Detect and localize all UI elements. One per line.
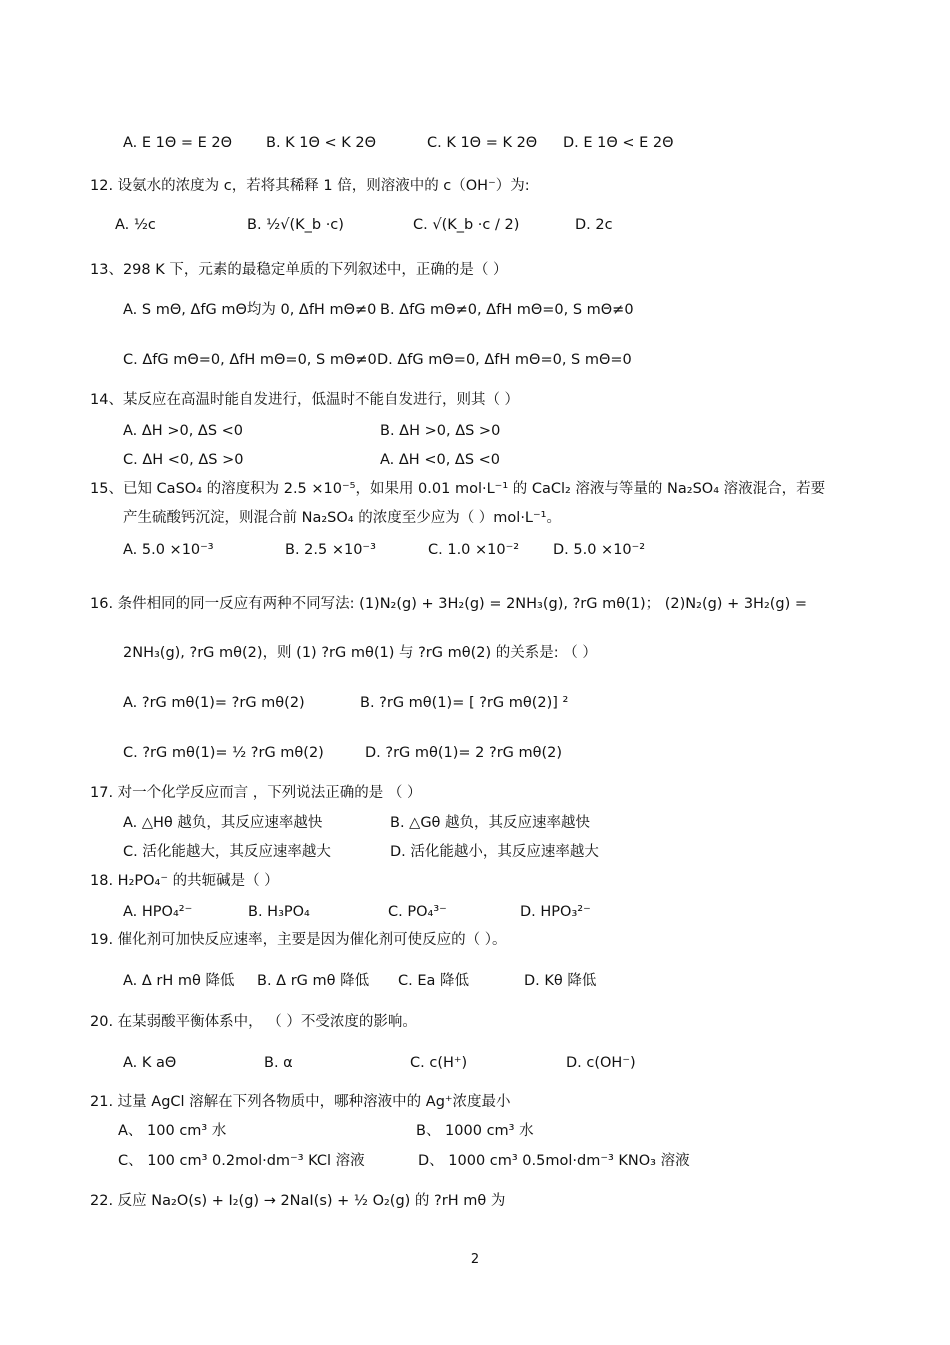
q22-stem: 22. 反应 Na₂O(s) + I₂(g) → 2NaI(s) + ½ O₂(g) 的 ?rH mθ 为 <box>90 1193 506 1209</box>
page-number: 2 <box>470 1252 480 1267</box>
q15-option-a: A. 5.0 ×10⁻³ <box>123 542 214 558</box>
q12-option-a: A. ½c <box>115 217 156 233</box>
q19-option-d: D. Kθ 降低 <box>524 973 597 989</box>
q17-option-b: B. △Gθ 越负，其反应速率越快 <box>390 815 591 831</box>
q13-stem: 13、298 K 下，元素的最稳定单质的下列叙述中，正确的是（ ） <box>90 262 508 278</box>
q11-option-a: A. E 1Θ = E 2Θ <box>123 135 233 151</box>
q16-option-a: A. ?rG mθ(1)= ?rG mθ(2) <box>123 695 305 711</box>
q20-stem: 20. 在某弱酸平衡体系中， （ ）不受浓度的影响。 <box>90 1014 417 1030</box>
q19-option-b: B. Δ rG mθ 降低 <box>257 973 370 989</box>
q11-option-b: B. K 1Θ < K 2Θ <box>266 135 377 151</box>
q17-stem: 17. 对一个化学反应而言 ，下列说法正确的是 （ ） <box>90 785 422 801</box>
q14-option-b: B. ΔH >0, ΔS >0 <box>380 423 501 439</box>
q18-option-d: D. HPO₃²⁻ <box>520 904 591 920</box>
q14-option-d: A. ΔH <0, ΔS <0 <box>380 452 501 468</box>
q19-option-a: A. Δ rH mθ 降低 <box>123 973 235 989</box>
q14-stem: 14、某反应在高温时能自发进行，低温时不能自发进行，则其（ ） <box>90 392 520 408</box>
q11-option-c: C. K 1Θ = K 2Θ <box>427 135 538 151</box>
q12-option-c: C. √(K_b ·c / 2) <box>413 217 520 233</box>
q16-stem-line-2: 2NH₃(g), ?rG mθ(2)，则 (1) ?rG mθ(1) 与 ?rG mθ(2) 的关系是: （ ） <box>123 645 597 661</box>
q21-option-d: D、 1000 cm³ 0.5mol·dm⁻³ KNO₃ 溶液 <box>418 1153 690 1169</box>
q19-option-c: C. Ea 降低 <box>398 973 469 989</box>
q21-option-a: A、 100 cm³ 水 <box>118 1123 227 1139</box>
q17-option-a: A. △Hθ 越负，其反应速率越快 <box>123 815 323 831</box>
q12-option-b: B. ½√(K_b ·c) <box>247 217 344 233</box>
q21-option-c: C、 100 cm³ 0.2mol·dm⁻³ KCl 溶液 <box>118 1153 365 1169</box>
q19-stem: 19. 催化剂可加快反应速率，主要是因为催化剂可使反应的（ ）。 <box>90 932 507 948</box>
q13-option-a: A. S mΘ, ΔfG mΘ均为 0, ΔfH mΘ≠0 <box>123 302 377 318</box>
q15-option-d: D. 5.0 ×10⁻² <box>553 542 646 558</box>
q18-option-c: C. PO₄³⁻ <box>388 904 447 920</box>
q20-option-c: C. c(H⁺) <box>410 1055 468 1071</box>
q20-option-d: D. c(OH⁻) <box>566 1055 636 1071</box>
q16-option-d: D. ?rG mθ(1)= 2 ?rG mθ(2) <box>365 745 563 761</box>
q21-stem: 21. 过量 AgCl 溶解在下列各物质中，哪种溶液中的 Ag⁺浓度最小 <box>90 1094 511 1110</box>
q16-option-b: B. ?rG mθ(1)= [ ?rG mθ(2)] ² <box>360 695 569 711</box>
q15-option-b: B. 2.5 ×10⁻³ <box>285 542 376 558</box>
q21-option-b: B、 1000 cm³ 水 <box>416 1123 534 1139</box>
q12-stem: 12. 设氨水的浓度为 c，若将其稀释 1 倍，则溶液中的 c（OH⁻）为: <box>90 178 530 194</box>
q14-option-a: A. ΔH >0, ΔS <0 <box>123 423 244 439</box>
q13-option-c: C. ΔfG mΘ=0, ΔfH mΘ=0, S mΘ≠0 <box>123 352 377 368</box>
q13-option-d: D. ΔfG mΘ=0, ΔfH mΘ=0, S mΘ=0 <box>377 352 632 368</box>
q20-option-b: B. α <box>264 1055 293 1071</box>
q17-option-c: C. 活化能越大，其反应速率越大 <box>123 844 331 860</box>
q13-option-b: B. ΔfG mΘ≠0, ΔfH mΘ=0, S mΘ≠0 <box>380 302 634 318</box>
q14-option-c: C. ΔH <0, ΔS >0 <box>123 452 244 468</box>
q20-option-a: A. K aΘ <box>123 1055 177 1071</box>
q16-stem-line-1: 16. 条件相同的同一反应有两种不同写法: (1)N₂(g) + 3H₂(g) = 2NH₃(g), ?rG mθ(1)； (2)N₂(g) + 3H₂(g) = <box>90 596 808 612</box>
q11-option-d: D. E 1Θ < E 2Θ <box>563 135 674 151</box>
q18-stem: 18. H₂PO₄⁻ 的共轭碱是（ ） <box>90 873 279 889</box>
q15-stem-line-1: 15、已知 CaSO₄ 的溶度积为 2.5 ×10⁻⁵，如果用 0.01 mol·L⁻¹ 的 CaCl₂ 溶液与等量的 Na₂SO₄ 溶液混合，若要 <box>90 481 826 497</box>
q12-option-d: D. 2c <box>575 217 613 233</box>
q18-option-b: B. H₃PO₄ <box>248 904 310 920</box>
q15-option-c: C. 1.0 ×10⁻² <box>428 542 520 558</box>
q15-stem-line-2: 产生硫酸钙沉淀，则混合前 Na₂SO₄ 的浓度至少应为（ ）mol·L⁻¹。 <box>123 510 561 526</box>
q18-option-a: A. HPO₄²⁻ <box>123 904 193 920</box>
q17-option-d: D. 活化能越小，其反应速率越大 <box>390 844 599 860</box>
q16-option-c: C. ?rG mθ(1)= ½ ?rG mθ(2) <box>123 745 324 761</box>
